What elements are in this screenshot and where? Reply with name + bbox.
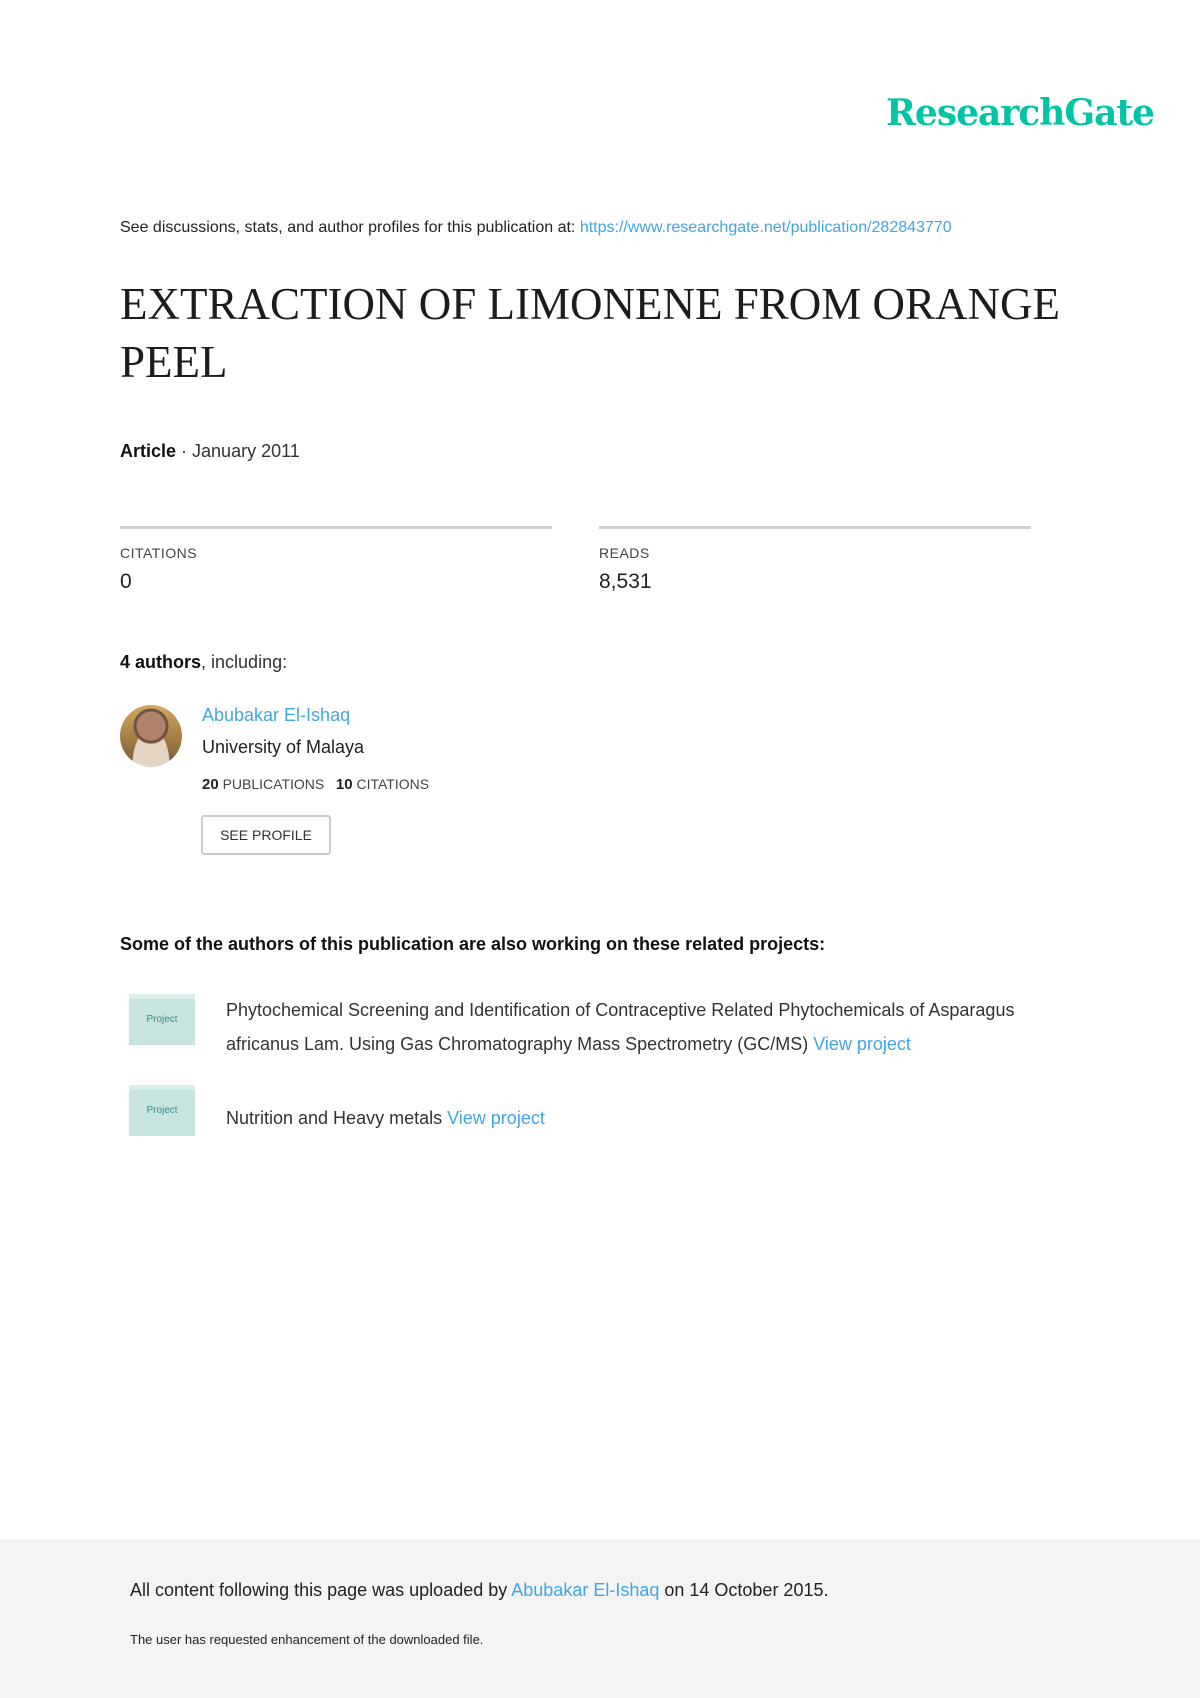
author-name-link[interactable]: Abubakar El-Ishaq — [202, 705, 351, 725]
discussions-text: See discussions, stats, and author profiles for this publication at: — [120, 219, 580, 236]
footer — [0, 1539, 1200, 1698]
author-affiliation: University of Malaya — [202, 737, 365, 757]
see-profile-button[interactable]: SEE PROFILE — [201, 815, 331, 855]
author-publications-count: 20 — [202, 776, 219, 793]
project-item — [226, 1101, 1096, 1135]
authors-heading — [120, 652, 287, 673]
publication-url-link[interactable]: https://www.researchgate.net/publication/282843770 — [579, 219, 952, 236]
project-item — [226, 993, 1096, 1061]
view-project-link[interactable]: View project — [447, 1108, 545, 1128]
publication-meta — [120, 441, 300, 462]
discussions-line — [120, 219, 952, 237]
citations-stat — [120, 526, 552, 594]
author-avatar[interactable] — [120, 705, 182, 767]
publication-title: EXTRACTION OF LIMONENE FROM ORANGE PEEL — [120, 279, 1060, 387]
project-folder-icon[interactable]: Project — [129, 994, 195, 1045]
project-title-line1: Phytochemical Screening and Identification of Contraceptive Related Phytochemicals of Asparagus — [226, 1000, 1015, 1020]
author-stats — [202, 776, 429, 793]
author-citations-count: 10 — [335, 776, 353, 793]
reads-value: 8,531 — [599, 570, 652, 593]
project-title-line2: africanus Lam. Using Gas Chromatography Mass Spectrometry (GC/MS) — [226, 1034, 814, 1054]
uploader-link[interactable]: Abubakar El-Ishaq — [511, 1580, 660, 1600]
author-citations-label: CITATIONS — [356, 776, 430, 792]
author-publications-label: PUBLICATIONS — [222, 776, 325, 792]
upload-prefix: All content following this page was uploaded by — [130, 1580, 512, 1600]
view-project-link[interactable]: View project — [813, 1034, 911, 1054]
citations-value: 0 — [120, 570, 132, 593]
project-folder-icon[interactable]: Project — [129, 1085, 195, 1136]
meta-separator: · — [176, 441, 193, 461]
authors-count: 4 authors — [120, 652, 202, 672]
related-projects-heading: Some of the authors of this publication are also working on these related projects: — [120, 934, 826, 954]
reads-stat — [599, 526, 1031, 594]
enhancement-note: The user has requested enhancement of the downloaded file. — [130, 1632, 484, 1647]
upload-notice — [130, 1580, 828, 1601]
reads-label: READS — [599, 545, 650, 561]
project-title: Nutrition and Heavy metals — [226, 1108, 448, 1128]
upload-suffix: on 14 October 2015. — [659, 1580, 829, 1600]
publication-date: January 2011 — [192, 441, 300, 461]
publication-type: Article — [120, 441, 177, 461]
researchgate-logo[interactable]: ResearchGate — [886, 92, 1154, 134]
authors-suffix: , including: — [201, 652, 288, 672]
citations-label: CITATIONS — [120, 545, 198, 561]
